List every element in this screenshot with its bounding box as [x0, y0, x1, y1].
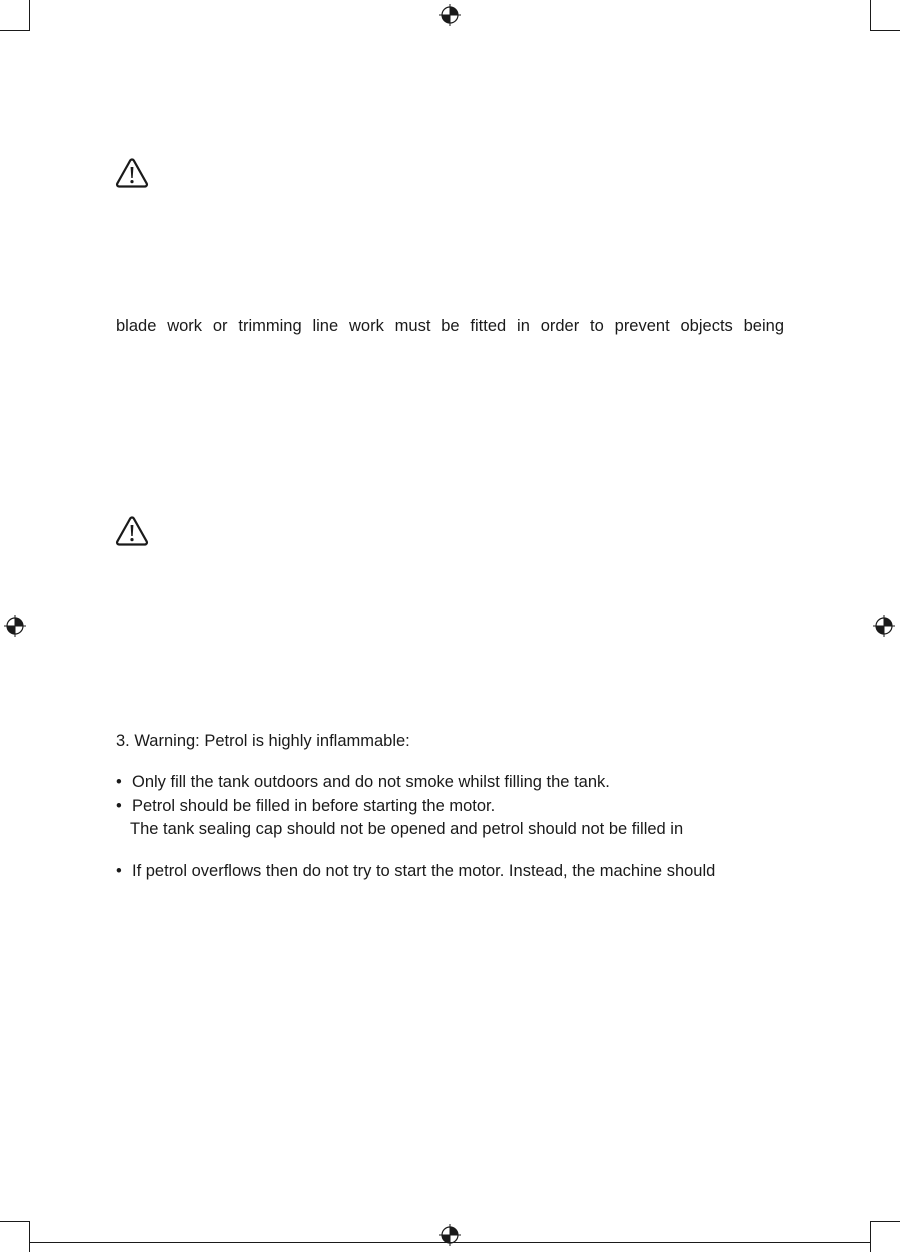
registration-mark-icon: [4, 615, 26, 637]
crop-mark-bottom-right-h: [870, 1221, 900, 1222]
bullet-marker: •: [116, 773, 122, 791]
crop-mark-top-right-v: [870, 0, 871, 30]
crop-mark-top-left-h: [0, 30, 30, 31]
list-item-text: Petrol should be filled in before starting the motor.: [132, 797, 496, 815]
crop-mark-bottom-right-v: [870, 1222, 871, 1252]
crop-mark-top-right-h: [870, 30, 900, 31]
registration-mark-icon: [439, 4, 461, 26]
crop-mark-bottom-left-v: [29, 1222, 30, 1252]
list-item-text: Only fill the tank outdoors and do not smoke whilst filling the tank.: [132, 773, 610, 791]
registration-mark-icon: [439, 1224, 461, 1246]
bullet-marker: •: [116, 862, 122, 880]
section-heading: 3. Warning: Petrol is highly inflammable:: [116, 732, 410, 750]
warning-triangle-icon: [115, 515, 149, 546]
bullet-marker: •: [116, 797, 122, 815]
list-item: [116, 861, 715, 881]
crop-mark-bottom-left-h: [0, 1221, 30, 1222]
warning-triangle-icon: [115, 157, 149, 188]
registration-mark-icon: [873, 615, 895, 637]
list-item: [116, 796, 495, 816]
list-continuation-line: The tank sealing cap should not be opened and petrol should not be filled in: [130, 820, 684, 838]
list-item: [116, 772, 610, 792]
body-text-line: blade work or trimming line work must be fitted in order to prevent objects being: [116, 317, 784, 335]
list-item-text: If petrol overflows then do not try to start the motor. Instead, the machine should: [132, 862, 716, 880]
crop-mark-top-left-v: [29, 0, 30, 30]
